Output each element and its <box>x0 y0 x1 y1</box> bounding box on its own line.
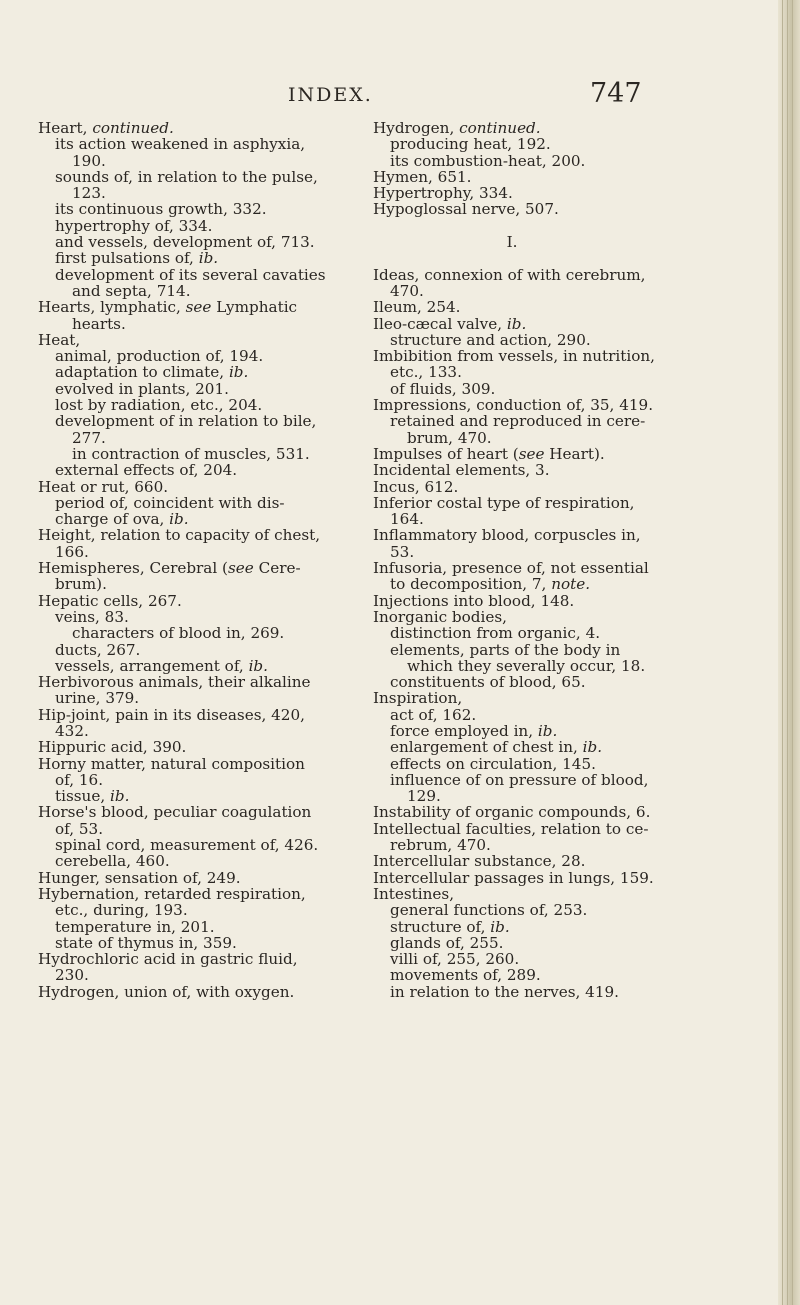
entry-text: 277. <box>72 428 106 447</box>
entry-text-after: Lymphatic <box>211 298 298 317</box>
entry-text: charge of ova, <box>55 510 170 529</box>
index-subentry <box>373 723 651 739</box>
entry-text: Intellectual faculties, relation to ce- <box>373 819 649 838</box>
index-subentry <box>38 397 316 413</box>
entry-text: lost by radiation, etc., 204. <box>55 396 263 415</box>
index-entry <box>373 560 651 576</box>
entry-text: rebrum, 470. <box>390 836 491 855</box>
entry-text: general functions of, 253. <box>390 901 588 920</box>
entry-text: Inferior costal type of respiration, <box>373 493 635 512</box>
entry-text: villi of, 255, 260. <box>390 950 520 969</box>
entry-text: 53. <box>390 542 415 561</box>
page-edge-line <box>792 0 793 1305</box>
index-subentry <box>38 495 316 511</box>
entry-text: period of, coincident with dis- <box>55 493 285 512</box>
index-subentry <box>38 348 316 364</box>
entry-text: and septa, 714. <box>72 281 191 300</box>
index-entry <box>38 332 316 348</box>
index-entry <box>373 690 651 706</box>
index-subentry <box>373 837 651 853</box>
entry-text: Hippuric acid, 390. <box>38 738 187 757</box>
entry-text: Incidental elements, 3. <box>373 461 550 480</box>
entry-text: distinction from organic, 4. <box>390 624 601 643</box>
entry-text: Impulses of heart ( <box>373 444 519 463</box>
index-entry <box>373 120 651 136</box>
entry-italic: ib. <box>537 721 558 740</box>
index-entry <box>38 593 316 609</box>
entry-text: development of its several cavaties <box>55 265 326 284</box>
entry-text: Ileo-cæcal valve, <box>373 314 507 333</box>
entry-text: Intestines, <box>373 884 455 903</box>
entry-text: effects on circulation, 145. <box>390 754 596 773</box>
entry-text: act of, 162. <box>390 705 477 724</box>
entry-text: retained and reproduced in cere- <box>390 412 646 431</box>
index-entry <box>38 870 316 886</box>
entry-text: 230. <box>55 966 89 985</box>
index-subentry <box>38 821 316 837</box>
entry-text: Hydrogen, union of, with oxygen. <box>38 982 295 1001</box>
entry-text: force employed in, <box>390 721 538 740</box>
index-subentry <box>38 723 316 739</box>
index-subentry <box>38 234 316 250</box>
index-subentry <box>38 836 319 855</box>
index-subentry <box>373 658 651 674</box>
page-edge-line <box>782 0 783 1305</box>
index-subentry <box>38 902 316 918</box>
section-letter <box>373 234 651 250</box>
entry-text: development of in relation to bile, <box>55 412 317 431</box>
index-subentry <box>373 951 651 967</box>
entry-text: 470. <box>390 281 424 300</box>
entry-text: 166. <box>55 542 89 561</box>
entry-text: structure and action, 290. <box>390 330 591 349</box>
entry-text: Hypertrophy, 334. <box>373 184 513 203</box>
index-subentry <box>38 283 316 299</box>
entry-text: adaptation to climate, <box>55 363 229 382</box>
entry-italic: ib. <box>198 249 219 268</box>
index-entry <box>38 479 316 495</box>
entry-text: Hypoglossal nerve, 507. <box>373 200 559 219</box>
entry-text: Horny matter, natural composition <box>38 754 305 773</box>
entry-text: temperature in, 201. <box>55 917 215 936</box>
entry-text: Injections into blood, 148. <box>373 591 575 610</box>
entry-italic: ib. <box>490 917 510 936</box>
entry-italic: see <box>227 559 254 578</box>
index-subentry <box>38 690 316 706</box>
index-entry <box>373 185 651 201</box>
entry-text: Hemispheres, Cerebral ( <box>38 559 228 578</box>
entry-text: of fluids, 309. <box>390 379 496 398</box>
index-entry <box>38 120 316 136</box>
entry-text: Incus, 612. <box>373 477 459 496</box>
index-subentry <box>373 707 651 723</box>
index-subentry <box>38 511 316 527</box>
index-subentry <box>38 642 316 658</box>
entry-text: to decomposition, 7, <box>390 575 552 594</box>
entry-text: and vessels, development of, 713. <box>55 233 315 252</box>
entry-text: Heat, <box>38 330 81 349</box>
index-subentry <box>373 413 651 429</box>
entry-italic: see <box>185 298 212 317</box>
index-subentry <box>373 967 651 983</box>
index-entry <box>373 462 651 478</box>
entry-text: 123. <box>72 184 106 203</box>
entry-text: Intercellular passages in lungs, 159. <box>373 868 654 887</box>
entry-italic: ib. <box>248 656 268 675</box>
index-entry <box>373 316 651 332</box>
index-subentry <box>373 364 651 380</box>
index-column-left <box>38 119 326 1001</box>
entry-text: Inspiration, <box>373 689 463 708</box>
entry-text: tissue, <box>55 787 110 806</box>
index-entry <box>38 707 316 723</box>
index-entry <box>373 495 651 511</box>
entry-text: Ideas, connexion of with cerebrum, <box>373 265 646 284</box>
index-entry <box>38 299 316 315</box>
entry-text: Hunger, sensation of, 249. <box>38 868 241 887</box>
entry-text: ducts, 267. <box>55 640 141 659</box>
index-subentry <box>373 136 651 152</box>
entry-text: glands of, 255. <box>390 933 504 952</box>
entry-text: Hymen, 651. <box>373 167 472 186</box>
index-subentry <box>38 413 316 429</box>
index-entry <box>38 804 316 820</box>
page-edge <box>778 0 800 1305</box>
index-subentry <box>38 250 316 266</box>
index-subentry <box>373 919 651 935</box>
index-subentry <box>38 658 316 674</box>
entry-text: 432. <box>55 721 89 740</box>
entry-text: its action weakened in asphyxia, <box>55 135 306 154</box>
index-subentry <box>38 381 316 397</box>
index-subentry <box>38 609 316 625</box>
entry-text: which they severally occur, 18. <box>407 656 646 675</box>
index-entry <box>38 886 316 902</box>
entry-text: Impressions, conduction of, 35, 419. <box>373 396 654 415</box>
entry-text: its continuous growth, 332. <box>55 200 267 219</box>
index-subentry <box>373 381 651 397</box>
index-subentry <box>38 576 316 592</box>
entry-text: Hip-joint, pain in its diseases, 420, <box>38 705 305 724</box>
index-entry <box>38 984 316 1000</box>
entry-text: elements, parts of the body in <box>390 640 621 659</box>
index-subentry <box>373 642 651 658</box>
index-subentry <box>373 332 651 348</box>
entry-text: hearts. <box>72 314 126 333</box>
entry-text: brum). <box>55 575 107 594</box>
index-entry <box>38 674 316 690</box>
entry-text: Hepatic cells, 267. <box>38 591 182 610</box>
entry-text: of, 16. <box>55 770 104 789</box>
index-entry <box>38 951 316 967</box>
entry-text: I. <box>506 233 518 252</box>
entry-text: Imbibition from vessels, in nutrition, <box>373 347 655 366</box>
entry-text: in contraction of muscles, 531. <box>72 444 310 463</box>
index-subentry <box>38 153 316 169</box>
entry-text: 164. <box>390 510 424 529</box>
entry-text: veins, 83. <box>55 607 129 626</box>
index-subentry <box>38 853 316 869</box>
entry-text: Horse's blood, peculiar coagulation <box>38 803 312 822</box>
entry-text: of, 53. <box>55 819 104 838</box>
entry-text: producing heat, 192. <box>390 135 551 154</box>
entry-text: evolved in plants, 201. <box>55 379 229 398</box>
index-subentry <box>38 265 326 284</box>
entry-text: movements of, 289. <box>390 966 541 985</box>
header-title: INDEX. <box>288 84 373 106</box>
entry-italic: ib. <box>228 363 249 382</box>
index-entry <box>373 821 651 837</box>
entry-text: constituents of blood, 65. <box>390 673 586 692</box>
index-entry <box>373 396 654 415</box>
entry-text: Inorganic bodies, <box>373 607 507 626</box>
entry-text: 190. <box>72 151 106 170</box>
entry-text: Hydrochloric acid in gastric fluid, <box>38 950 298 969</box>
index-subentry <box>38 446 316 462</box>
index-subentry <box>373 756 651 772</box>
entry-text: Hybernation, retarded respiration, <box>38 884 306 903</box>
entry-italic: ib. <box>109 787 130 806</box>
entry-text: characters of blood in, 269. <box>72 624 285 643</box>
index-subentry <box>38 772 316 788</box>
entry-text: state of thymus in, 359. <box>55 933 237 952</box>
entry-text: 129. <box>407 787 441 806</box>
entry-text: brum, 470. <box>407 428 492 447</box>
index-column-right <box>373 119 655 1001</box>
index-subentry <box>373 283 651 299</box>
entry-text-after: Heart). <box>544 444 605 463</box>
entry-text: its combustion-heat, 200. <box>390 151 586 170</box>
index-subentry <box>373 902 651 918</box>
entry-text: influence of on pressure of blood, <box>390 770 649 789</box>
index-entry <box>38 560 316 576</box>
entry-italic: ib. <box>582 738 603 757</box>
entry-italic: see <box>518 444 545 463</box>
running-header <box>0 78 770 108</box>
entry-text: enlargement of chest in, <box>390 738 583 757</box>
page-number: 747 <box>590 78 642 109</box>
index-subentry <box>373 772 651 788</box>
entry-text: in relation to the nerves, 419. <box>390 982 619 1001</box>
index-subentry <box>38 169 316 185</box>
index-entry <box>373 347 655 366</box>
index-subentry <box>373 576 651 592</box>
index-subentry <box>38 788 316 804</box>
entry-text: cerebella, 460. <box>55 852 170 871</box>
index-subentry <box>38 136 316 152</box>
entry-text: Ileum, 254. <box>373 298 461 317</box>
index-entry <box>373 201 651 217</box>
entry-text-after: Cere- <box>253 559 301 578</box>
index-subentry <box>38 316 316 332</box>
entry-text: Height, relation to capacity of chest, <box>38 526 321 545</box>
page-edge-line <box>787 0 788 1305</box>
index-entry <box>373 609 651 625</box>
index-subentry <box>38 201 316 217</box>
index-subentry <box>38 625 316 641</box>
index-subentry <box>373 544 651 560</box>
entry-text: Herbivorous animals, their alkaline <box>38 673 311 692</box>
index-subentry <box>38 919 316 935</box>
index-subentry <box>373 218 651 234</box>
index-entry <box>38 739 316 755</box>
entry-italic: ib. <box>506 314 527 333</box>
index-subentry <box>38 967 316 983</box>
index-subentry <box>373 430 651 446</box>
entry-text: Intercellular substance, 28. <box>373 852 586 871</box>
index-entry <box>373 479 651 495</box>
index-subentry <box>373 739 651 755</box>
index-subentry <box>38 218 316 234</box>
index-entry <box>373 886 651 902</box>
entry-italic: continued. <box>459 119 541 137</box>
entry-text: Instability of organic compounds, 6. <box>373 803 651 822</box>
index-entry <box>373 299 651 315</box>
index-subentry <box>38 544 316 560</box>
index-subentry <box>38 364 316 380</box>
index-entry <box>373 868 654 887</box>
entry-italic: ib. <box>169 510 189 529</box>
entry-text: Infusoria, presence of, not essential <box>373 559 649 578</box>
entry-text: external effects of, 204. <box>55 461 238 480</box>
index-entry <box>373 446 651 462</box>
entry-text: etc., 133. <box>390 363 462 382</box>
entry-text: sounds of, in relation to the pulse, <box>55 167 318 186</box>
index-subentry <box>373 788 651 804</box>
entry-text: spinal cord, measurement of, 426. <box>55 836 319 855</box>
index-subentry <box>38 935 316 951</box>
index-subentry <box>373 153 651 169</box>
entry-text: Heart, <box>38 119 93 137</box>
index-entry <box>373 853 651 869</box>
entry-text: first pulsations of, <box>55 249 199 268</box>
entry-text: etc., during, 193. <box>55 901 188 920</box>
entry-text: Inflammatory blood, corpuscles in, <box>373 526 641 545</box>
index-entry <box>373 593 651 609</box>
index-subentry <box>373 625 651 641</box>
index-entry <box>373 804 651 820</box>
index-entry <box>373 169 651 185</box>
entry-italic: continued. <box>92 119 174 137</box>
entry-text: animal, production of, 194. <box>55 347 264 366</box>
entry-text: Hydrogen, <box>373 119 460 137</box>
index-subentry <box>373 250 651 266</box>
index-entry <box>373 527 651 543</box>
index-subentry <box>373 511 651 527</box>
entry-text: structure of, <box>390 917 491 936</box>
index-entry <box>38 526 321 545</box>
entry-text: Hearts, lymphatic, <box>38 298 186 317</box>
index-subentry <box>373 984 651 1000</box>
index-subentry <box>373 935 651 951</box>
entry-text: urine, 379. <box>55 689 140 708</box>
index-subentry <box>38 430 316 446</box>
index-subentry <box>38 462 316 478</box>
entry-text: Heat or rut, 660. <box>38 477 169 496</box>
index-entry <box>373 267 651 283</box>
index-subentry <box>373 674 651 690</box>
entry-italic: note. <box>551 575 591 594</box>
index-subentry <box>38 185 316 201</box>
index-entry <box>38 756 316 772</box>
entry-text: vessels, arrangement of, <box>55 656 249 675</box>
entry-text: hypertrophy of, 334. <box>55 216 213 235</box>
